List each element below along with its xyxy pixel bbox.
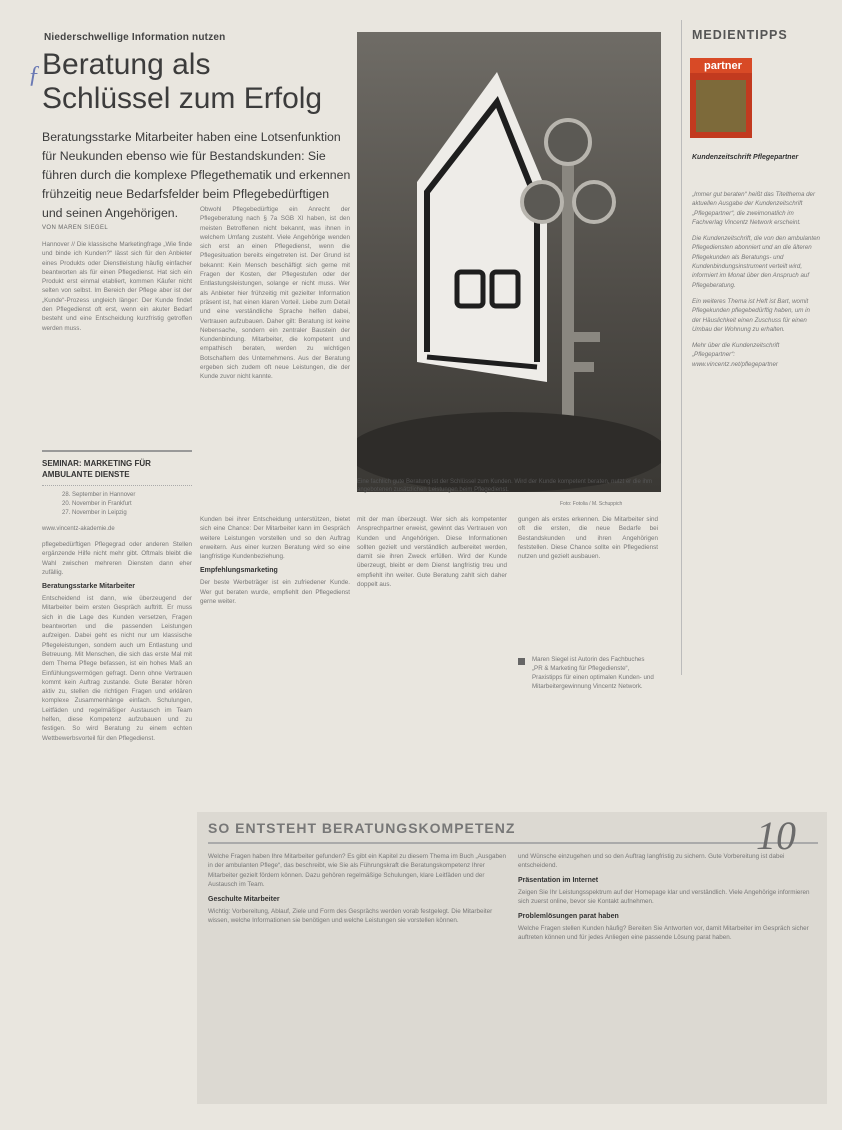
info-box-column-2 xyxy=(518,852,818,1097)
box-col2-heading: Präsentation im Internet xyxy=(518,876,599,884)
sidebar-title: MEDIENTIPPS xyxy=(692,28,788,42)
author-square-icon xyxy=(518,658,525,665)
key-house-illustration xyxy=(357,32,661,492)
seminar-date: 20. November in Frankfurt xyxy=(62,501,132,507)
seminar-box xyxy=(42,450,192,537)
handwritten-mark: ƒ xyxy=(28,62,40,88)
sidebar-text xyxy=(692,190,820,376)
col2-cont2: Der beste Werbeträger ist ein zufriedener Kunde. Wer gut beraten wurde, empfiehlt den Pflegedienst gerne weiter. xyxy=(200,579,350,606)
magazine-cover-image xyxy=(696,80,746,132)
col2-cont: Kunden bei ihrer Entscheidung unterstützen, bietet sich eine Chance: Der Mitarbeiter kann im Gespräch weitere Leistungen vorstellen und so den Auftrag erweitern. Aus einer kurzen Beratung wird so eine langfristige Kundenbeziehung. xyxy=(200,516,350,561)
box-col2-cont2: Welche Fragen stellen Kunden häufig? Bereiten Sie Antworten vor, damit Mitarbeiter im Gespräch sicher auftreten können und für jedes Anliegen eine passende Lösung parat haben. xyxy=(518,924,809,942)
seminar-date: 27. November in Leipzig xyxy=(62,510,127,516)
article-column-1 xyxy=(42,240,192,440)
article-column-4 xyxy=(518,515,658,645)
photo-credit: Foto: Fotolia / M. Schuppich xyxy=(560,501,623,507)
col1-cont: pflegebedürftigen Pflegegrad oder anderen Stellen ergänzende Hilfe nicht mehr gibt. Oftmals bleibt die Wahl zwischen mehreren Diensten dann eher zufällig. xyxy=(42,541,192,576)
box-col2-cont: Zeigen Sie Ihr Leistungsspektrum auf der Homepage klar und verständlich. Viele Angehörige informieren sich zuerst online, bevor sie Kontakt aufnehmen. xyxy=(518,888,810,906)
magazine-logo: partner xyxy=(704,60,742,72)
article-byline: VON MAREN SIEGEL xyxy=(42,225,109,231)
seminar-title: SEMINAR: MARKETING FÜR AMBULANTE DIENSTE xyxy=(42,459,151,479)
handwritten-number: 10 xyxy=(756,813,796,858)
seminar-dates xyxy=(62,491,192,518)
col4-text: gungen als erstes erkennen. Die Mitarbeiter sind oft die ersten, die neue Bedarfe bei Bestandskunden und ihren Angehörigen feststellen. Diese Chance sollte ein Pflegedienst nutzen und gezielt ausbauen. xyxy=(518,516,658,561)
box-col2-text: und Wünsche einzugehen und so den Auftrag langfristig zu sichern. Gute Vorbereitung ist dabei entscheidend. xyxy=(518,853,785,870)
sidebar-paragraph: „Immer gut beraten“ heißt das Titelthema der aktuellen Ausgabe der Kundenzeitschrift „Pflegepartner“, die zweimonatlich im Fachverlag Vincentz Network erscheint. xyxy=(692,191,816,226)
photo-caption: Eine fachlich gute Beratung ist der Schlüssel zum Kunden. Wird der Kunde kompetent beraten, nutzt er die ihm angebotenen zusätzlichen Leistungen beim Pflegedienst. xyxy=(357,479,653,493)
col2-text: Obwohl Pflegebedürftige ein Anrecht der Pflegeberatung nach § 7a SGB XI haben, ist den meisten Betroffenen nicht bekannt, was ihnen in welchem Umfang zusteht. Viele Angehörige wenden sich erst an einen Pflegedienst, wenn die Pflegesituation bereits eingetreten ist. Der Grund ist bekannt: Kein Mensch beschäftigt sich gerne mit Fragen der Kosten, der Pflegestufen oder der Entlastungsleistungen, solange er nicht muss. Wer als Anbieter hier frühzeitig mit gezielter Information präsent ist, hat einen klaren Vorteil. Liebe zum Detail und eine verständliche Sprache helfen dabei, Vertrauen aufzubauen. Daher gilt: Beratung ist keine Nebensache, sondern ein zentraler Baustein der Kundenbindung. Mitarbeiter, die kompetent und empathisch beraten, werden zu wichtigen Botschaftern des Unternehmens. Aus der Beratung ergeben sich zudem oft neue Leistungen, die der Kunde zuvor nicht kannte. xyxy=(200,206,350,381)
col3-text: mit der man überzeugt. Wer sich als kompetenter Ansprechpartner erweist, gewinnt das Vertrauen von Kunden und Angehörigen. Diese Informationen sollten gezielt und verständlich aufbereitet werden, damit sie ihren Zweck erfüllen. Wird der Kunde überzeugt, bleibt er dem Dienst langfristig treu und empfiehlt ihn weiter. Gute Beratung zahlt sich daher doppelt aus. xyxy=(357,516,507,589)
box-col1-heading: Geschulte Mitarbeiter xyxy=(208,895,280,903)
box-col1-text: Welche Fragen haben Ihre Mitarbeiter gefunden? Es gibt ein Kapitel zu diesem Thema im Buch „Ausgaben in der ambulanten Pflege“, das beschreibt, wie Sie als Führungskraft die Beratungskompetenz Ihrer Mitarbeiter gezielt fördern können. Dazu gehören regelmäßige Schulungen, klare Leitfäden und der Austausch im Team. xyxy=(208,853,506,889)
article-headline: Beratung als Schlüssel zum Erfolg xyxy=(42,48,323,115)
info-box-column-1 xyxy=(208,852,508,1097)
author-note xyxy=(518,655,656,691)
key-house-photo xyxy=(357,32,661,492)
col2-heading: Empfehlungsmarketing xyxy=(200,567,278,575)
article-column-2-cont xyxy=(200,515,350,805)
divider xyxy=(42,485,192,486)
article-column-2 xyxy=(200,205,350,485)
box-col2-heading2: Problemlösungen parat haben xyxy=(518,912,619,920)
sidebar-paragraph: Mehr über die Kundenzeitschrift „Pflegepartner“: www.vincentz.net/pflegepartner xyxy=(692,342,780,368)
author-note-text: Maren Siegel ist Autorin des Fachbuches „PR & Marketing für Pflegedienste“, Praxistipps für einen optimalen Kunden- und Mitarbeitergewinnung Vincentz Network. xyxy=(532,656,654,690)
sidebar-paragraph: Ein weiteres Thema ist Heft ist Bart, womit Pflegekunden pflegebedürftig haben, um in der Häuslichkeit einen Zuschuss für einen Umbau der Wohnung zu erhalten. xyxy=(692,297,810,333)
info-box-heading: SO ENTSTEHT BERATUNGSKOMPETENZ xyxy=(208,820,516,836)
sidebar-paragraph: Die Kundenzeitschrift, die von den ambulanten Pflegediensten abonniert und an die älteren Pflegekunden als Beratungs- und Kundenbindungsinstrument verteilt wird, informiert im Monat über den Anspruch auf Pflegeberatung. xyxy=(692,235,820,289)
article-kicker: Niederschwellige Information nutzen xyxy=(44,32,226,43)
col1-text: Hannover // Die klassische Marketingfrage „Wie finde und binde ich Kunden?“ lässt sich für den Anbieter eines Produkts oder Dienstleistung häufig einfacher beantworten als für einen Pflegedienst. Hat sich ein Produkt erst einmal etabliert, kommen Käufer nicht selten von selbst. Im Bereich der Pflege aber ist der „Kunde“-Prozess ungleich länger: Der Kunde findet den Pflegedienst oft erst, wenn ein akuter Bedarf besteht und eine Entscheidung kurzfristig getroffen werden muss. xyxy=(42,241,192,332)
magazine-cover xyxy=(690,58,752,138)
col1-cont2: Entscheidend ist dann, wie überzeugend der Mitarbeiter beim ersten Gespräch auftritt. Er muss sich in die Lage des Kunden versetzen, Fragen beantworten und die passenden Leistungen aufzeigen. Dabei geht es nicht nur um klassische Pflegeleistungen, sondern auch um Entlastung und Betreuung. Mit Menschen, die sich das erste Mal mit dem Thema Pflege befassen, ist ein hohes Maß an Einfühlungsvermögen gefragt. Denn ohne Vertrauen kommt kein Auftrag zustande. Gute Berater hören aktiv zu, stellen die richtigen Fragen und erklären komplexe Zusammenhänge einfach. Schulungen, Leitfäden und regelmäßiger Austausch im Team helfen, diese Kompetenz aufzubauen und zu festigen. So wird Beratung zu einem echten Wettbewerbsvorteil für den Pflegedienst. xyxy=(42,595,192,742)
article-lead: Beratungsstarke Mitarbeiter haben eine Lotsenfunktion für Neukunden ebenso wie für Bestandskunden: Sie führen durch die komplexe Pflegethematik und erkennen frühzeitig neue Bedarfsfelder beim Pflegebedürftigen und seinen Angehörigen. xyxy=(42,130,351,220)
magazine-title: Kundenzeitschrift Pflegepartner xyxy=(692,154,799,161)
col1-heading: Beratungsstarke Mitarbeiter xyxy=(42,583,135,591)
article-column-1-cont xyxy=(42,540,192,1110)
seminar-date: 28. September in Hannover xyxy=(62,492,136,498)
divider xyxy=(208,842,818,844)
article-column-3 xyxy=(357,515,507,800)
seminar-contact: www.vincentz-akademie.de xyxy=(42,526,115,532)
box-col1-cont: Wichtig: Vorbereitung, Ablauf, Ziele und Form des Gesprächs werden vorab festgelegt. Die Mitarbeiter wissen, welche Informationen sie benötigen und welche Leistungen sie vorstellen können. xyxy=(208,907,493,925)
